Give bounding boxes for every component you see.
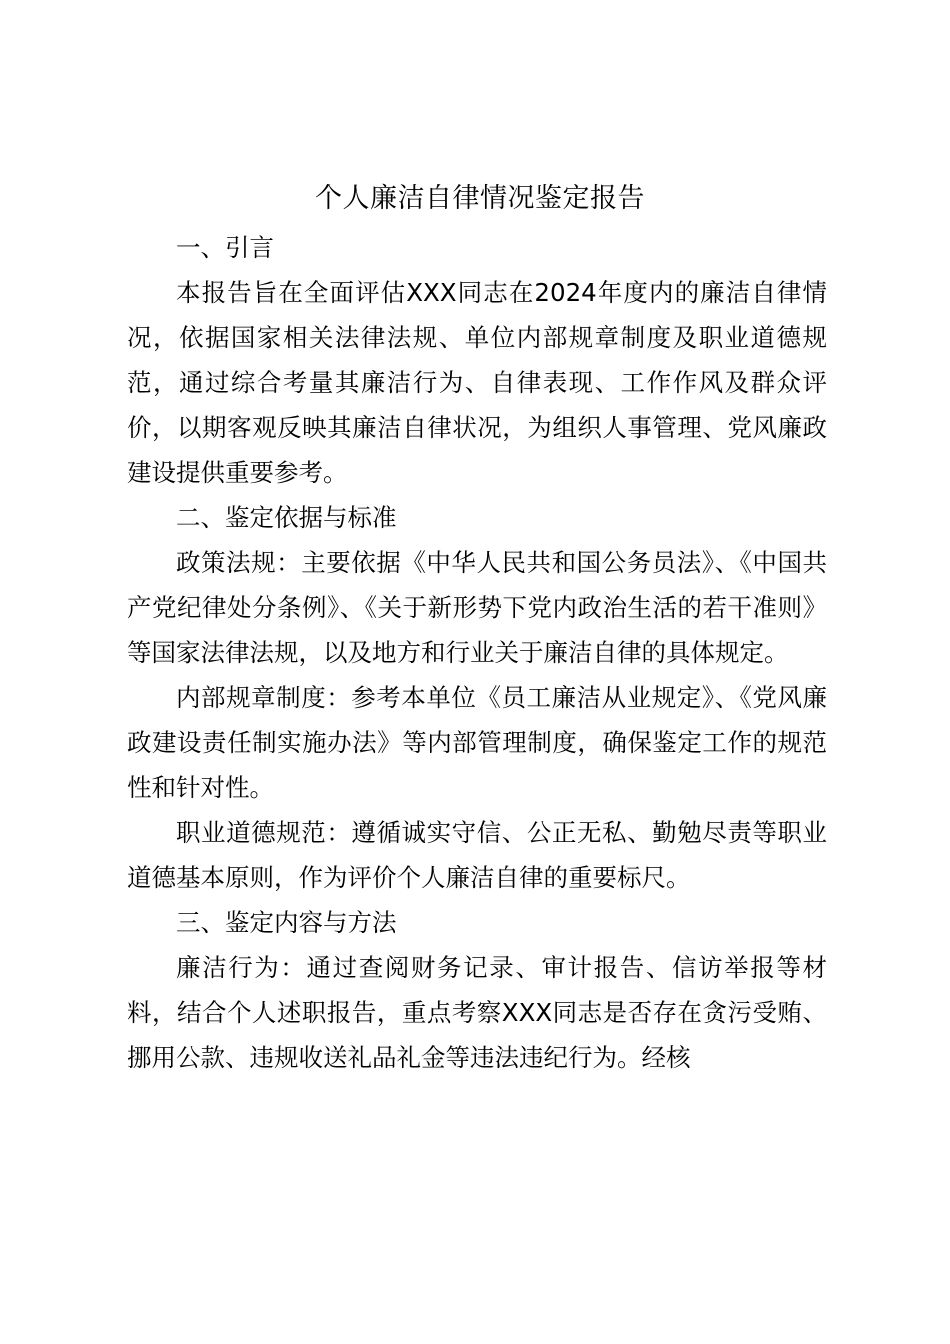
section-heading-content-methods: 三、鉴定内容与方法 (176, 908, 397, 937)
paragraph-policy-regulations: 政策法规：主要依据《中华人民共和国公务员法》、《中国共产党纪律处分条例》、《关于新形势下党内政治生活的若干准则》等国家法律法规，以及地方和行业关于廉洁自律的具体规定。 (127, 548, 827, 667)
paragraph-internal-rules: 内部规章制度：参考本单位《员工廉洁从业规定》、《党风廉政建设责任制实施办法》等内部管理制度，确保鉴定工作的规范性和针对性。 (127, 683, 827, 802)
document-title: 个人廉洁自律情况鉴定报告 (315, 183, 645, 214)
document-body (127, 225, 827, 1080)
section-heading-introduction: 一、引言 (176, 233, 274, 262)
paragraph-integrity-conduct: 廉洁行为：通过查阅财务记录、审计报告、信访举报等材料，结合个人述职报告，重点考察XXX同志是否存在贪污受贿、挪用公款、违规收送礼品礼金等违法违纪行为。经核 (127, 953, 827, 1072)
section-heading-basis-standards: 二、鉴定依据与标准 (176, 503, 397, 532)
paragraph-professional-ethics: 职业道德规范：遵循诚实守信、公正无私、勤勉尽责等职业道德基本原则，作为评价个人廉洁自律的重要标尺。 (127, 818, 827, 892)
paragraph-introduction: 本报告旨在全面评估XXX同志在2024年度内的廉洁自律情况，依据国家相关法律法规、单位内部规章制度及职业道德规范，通过综合考量其廉洁行为、自律表现、工作作风及群众评价，以期客观反映其廉洁自律状况，为组织人事管理、党风廉政建设提供重要参考。 (127, 278, 827, 487)
